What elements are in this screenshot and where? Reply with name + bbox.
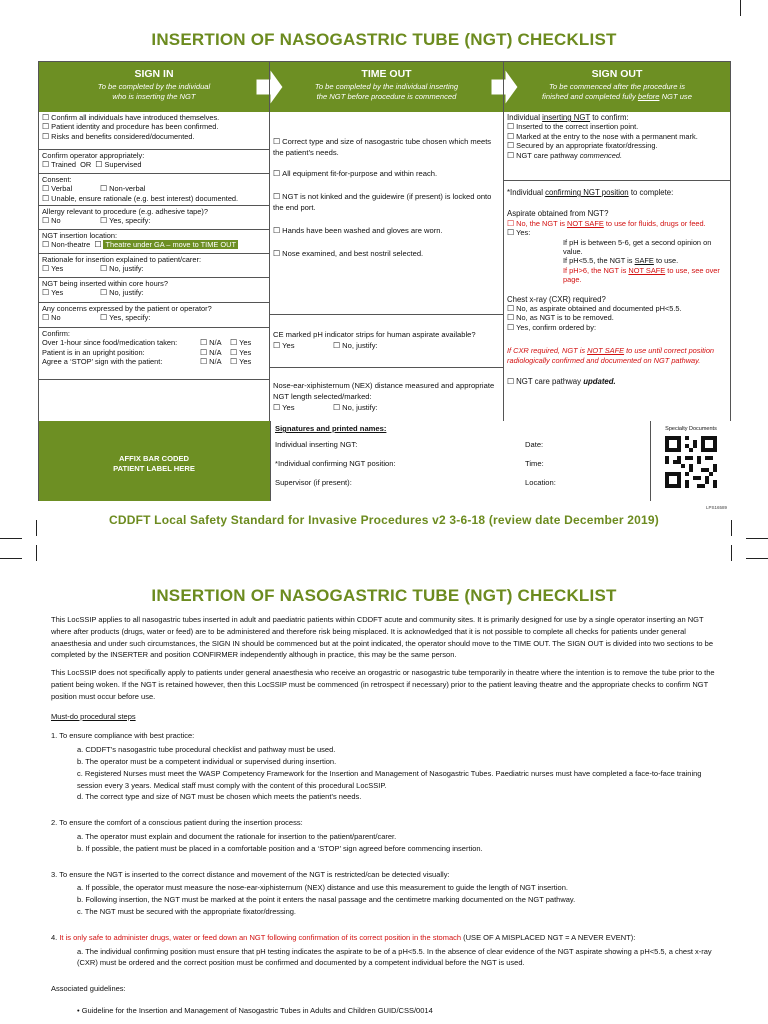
location-row bbox=[39, 230, 269, 254]
step-heading: 3. To ensure the NGT is inserted to the correct distance and movement of the NGT is restricted/can be detected visually: bbox=[51, 869, 450, 879]
checkbox-pathway[interactable]: ☐ NGT care pathway bbox=[507, 151, 578, 160]
page-title: INSERTION OF NASOGASTRIC TUBE (NGT) CHECKLIST bbox=[151, 30, 617, 49]
time-out-checks bbox=[270, 112, 503, 315]
sign-in-column bbox=[39, 112, 269, 380]
checkbox-na[interactable]: ☐ N/A bbox=[200, 357, 230, 366]
step-item: a. If possible, the operator must measure the nose-ear-xiphisternum (NEX) distance and use this measurement to guide the length of NGT insertion. bbox=[77, 883, 568, 893]
aspirate-no-tail: to use for fluids, drugs or feed. bbox=[605, 218, 706, 228]
arrow-right-icon bbox=[256, 67, 284, 107]
checkbox-risks[interactable]: ☐ Risks and benefits considered/documented. bbox=[42, 132, 266, 141]
signature-line bbox=[275, 440, 646, 449]
checkbox-secured[interactable]: ☐ Secured by an appropriate fixator/dressing. bbox=[507, 141, 727, 150]
checkbox-cxr-no-aspirate[interactable]: ☐ No, as aspirate obtained and documented pH<5.5. bbox=[507, 304, 727, 313]
sign-in-checks bbox=[39, 112, 269, 150]
page-two-title: INSERTION OF NASOGASTRIC TUBE (NGT) CHECKLIST bbox=[151, 586, 617, 605]
inserter-label-part: to confirm: bbox=[592, 113, 629, 122]
ph-rule-part: If pH<5.5, the NGT is bbox=[563, 256, 633, 266]
step-heading: 1. To ensure compliance with best practice: bbox=[51, 731, 195, 741]
associated-item: • Guideline for the Insertion and Management of Nasogastric Tubes in Adults and Children GUID/CSS/0014 bbox=[77, 1005, 433, 1015]
step-heading bbox=[51, 932, 721, 944]
checkbox-concerns-no[interactable]: ☐ No bbox=[42, 313, 100, 322]
consent-row bbox=[39, 174, 269, 206]
confirm-stop: Agree a ‘STOP’ sign with the patient: bbox=[42, 357, 163, 367]
step-item: a. The individual confirming position must ensure that pH testing indicates the aspirate to be of a pH<5.5. In the absence of clear evidence of the NGT aspirate showing a pH<5.5, a chest x-ray (CXR) must be ordered and the correct position must be confirmed and documented by a competent individual before the NGT is used. bbox=[77, 946, 712, 968]
core-hours-options bbox=[42, 288, 266, 297]
time-out-sub-line: the NGT before procedure is commenced bbox=[316, 92, 457, 101]
sign-out-column bbox=[504, 112, 730, 421]
theatre-label: Theatre under GA – move to TIME OUT bbox=[105, 240, 236, 250]
checkbox-non-theatre[interactable]: ☐ Non-theatre bbox=[42, 240, 90, 249]
crop-mark bbox=[731, 545, 732, 561]
consent-label: Consent: bbox=[42, 175, 72, 184]
never-event-warning: It is only safe to administer drugs, water or feed down an NGT following confirmation of its correct position in the stomach bbox=[59, 932, 462, 942]
checklist-table bbox=[38, 61, 731, 501]
confirm-line bbox=[42, 348, 266, 357]
patient-label-area bbox=[39, 454, 269, 474]
inserter-label-part: inserting NGT bbox=[542, 113, 591, 122]
checkbox-verbal[interactable]: ☐ Verbal bbox=[42, 184, 100, 193]
specialty-label: Specialty Documents bbox=[665, 426, 717, 432]
signature-box bbox=[270, 421, 650, 501]
step-item: c. Registered Nurses must meet the WASP Competency Framework for the Insertion and Management of Nasogastric Tubes. Paediatric nurses must have completed a face-to-face training session every 3 years. Medical staff must comply with the content of this procedural LocSSIP. bbox=[77, 768, 702, 790]
checkbox-guidewire[interactable]: ☐ NGT is not kinked and the guidewire (if present) is locked onto the end port. bbox=[273, 191, 500, 213]
operator-label: Confirm operator appropriately: bbox=[42, 151, 145, 160]
checkbox-marked[interactable]: ☐ Marked at the entry to the nose with a permanent mark. bbox=[507, 132, 727, 141]
concerns-options bbox=[42, 313, 266, 322]
sign-out-header bbox=[504, 62, 730, 112]
rationale-label: Rationale for insertion explained to patient/carer: bbox=[42, 255, 201, 264]
signature-label: *Individual confirming NGT position: bbox=[275, 459, 396, 468]
checkbox-yes[interactable]: ☐ Yes bbox=[230, 357, 251, 366]
checkbox-aspirate-no[interactable]: ☐ No, the NGT is bbox=[507, 219, 565, 228]
nex-options bbox=[273, 402, 500, 413]
sign-out-sub-line: To be commenced after the procedure is bbox=[548, 82, 686, 91]
sign-out-sub-before: before bbox=[637, 92, 660, 101]
never-event-note: (USE OF A MISPLACED NGT = A NEVER EVENT): bbox=[461, 932, 636, 942]
checkbox-insertion-point[interactable]: ☐ Inserted to the correct insertion point. bbox=[507, 122, 727, 131]
checkbox-pathway-updated[interactable]: ☐ NGT care pathway bbox=[507, 377, 581, 386]
signature-line bbox=[275, 478, 646, 487]
allergy-label: Allergy relevant to procedure (e.g. adhesive tape)? bbox=[42, 207, 208, 216]
affix-line: PATIENT LABEL HERE bbox=[113, 464, 195, 473]
checkbox-allergy-yes[interactable]: ☐ Yes, specify: bbox=[100, 216, 150, 225]
confirmer-label-part: confirming NGT position bbox=[545, 188, 629, 197]
sign-out-heading: SIGN OUT bbox=[591, 68, 643, 80]
checkbox-nex-no[interactable]: ☐ No, justify: bbox=[333, 403, 378, 412]
inserter-label-part: Individual bbox=[507, 113, 540, 122]
not-safe-label: NOT SAFE bbox=[587, 346, 625, 356]
checkbox-nonverbal[interactable]: ☐ Non-verbal bbox=[100, 184, 145, 193]
signature-label: Supervisor (if present): bbox=[275, 478, 352, 487]
checkbox-aspirate-yes[interactable]: ☐ Yes: bbox=[507, 228, 727, 237]
crop-mark bbox=[0, 558, 22, 559]
confirm-line bbox=[42, 357, 266, 366]
step-item: b. If possible, the patient must be placed in a comfortable position and a ‘STOP’ sign agreed before commencing insertion. bbox=[77, 843, 483, 853]
checkbox-ph-no[interactable]: ☐ No, justify: bbox=[333, 341, 378, 350]
updated-label: updated. bbox=[583, 377, 616, 387]
ph-rule-part: If pH>6, the NGT is bbox=[563, 265, 627, 275]
checkbox-identity[interactable]: ☐ Patient identity and procedure has been confirmed. bbox=[42, 122, 266, 131]
rationale-row bbox=[39, 254, 269, 278]
sign-in-sub bbox=[39, 82, 269, 102]
pathway-updated-line bbox=[507, 377, 727, 386]
concerns-label: Any concerns expressed by the patient or operator? bbox=[42, 304, 212, 313]
cxr-warning-part: If CXR required, NGT is bbox=[507, 346, 586, 356]
confirmer-label-part: *Individual bbox=[507, 188, 543, 197]
date-label: Date: bbox=[525, 440, 544, 449]
aspirate-no-line bbox=[507, 219, 727, 228]
checkbox-trained[interactable]: ☐ Trained bbox=[42, 160, 76, 169]
location-label: Location: bbox=[525, 478, 556, 487]
ph-strips-row bbox=[270, 315, 503, 368]
checkbox-allergy-no[interactable]: ☐ No bbox=[42, 216, 100, 225]
ph-rule-part: to use, see over page. bbox=[563, 265, 720, 285]
checkbox-rationale-no[interactable]: ☐ No, justify: bbox=[100, 264, 144, 273]
operator-options bbox=[42, 160, 266, 169]
checkbox-core-yes[interactable]: ☐ Yes bbox=[42, 288, 100, 297]
qr-code-icon bbox=[665, 436, 717, 488]
location-options bbox=[42, 240, 266, 249]
step-heading: 2. To ensure the comfort of a conscious patient during the insertion process: bbox=[51, 818, 303, 828]
not-safe-label: NOT SAFE bbox=[566, 218, 604, 228]
consent-options bbox=[42, 184, 266, 193]
checkbox-na[interactable]: ☐ N/A bbox=[200, 348, 230, 357]
step-item: c. The NGT must be secured with the appropriate fixator/dressing. bbox=[77, 906, 296, 916]
ph-rule-part: to use. bbox=[655, 256, 679, 266]
commenced-label: commenced. bbox=[579, 150, 623, 160]
crop-mark bbox=[746, 538, 768, 539]
must-do-heading: Must-do procedural steps bbox=[51, 711, 136, 721]
associated-heading: Associated guidelines: bbox=[51, 984, 126, 994]
time-out-column bbox=[270, 112, 503, 421]
guidance-text bbox=[51, 614, 721, 1017]
concerns-row bbox=[39, 303, 269, 328]
core-hours-row bbox=[39, 278, 269, 303]
time-out-header bbox=[270, 62, 503, 112]
signature-title: Signatures and printed names: bbox=[275, 424, 387, 433]
sign-out-sub-line: NGT use bbox=[661, 92, 692, 101]
confirmer-label-part: to complete: bbox=[630, 188, 674, 197]
time-label: Time: bbox=[525, 459, 544, 468]
or-label: OR bbox=[80, 160, 92, 170]
checkbox-tube-type[interactable]: ☐ Correct type and size of nasogastric tube chosen which meets the patient’s needs. bbox=[273, 136, 500, 158]
checkbox-rationale-yes[interactable]: ☐ Yes bbox=[42, 264, 100, 273]
crop-mark bbox=[746, 558, 768, 559]
sign-in-header bbox=[39, 62, 269, 112]
pathway-line bbox=[507, 151, 727, 160]
step-item: a. The operator must explain and document the rationale for insertion to the patient/parent/carer. bbox=[77, 831, 397, 841]
sign-out-sub-line: finished and completed fully bbox=[542, 92, 636, 101]
sign-in-heading: SIGN IN bbox=[134, 68, 174, 80]
cxr-label: Chest x-ray (CXR) required? bbox=[507, 294, 606, 304]
sign-in-sub-line: who is inserting the NGT bbox=[112, 92, 196, 101]
nex-label: Nose-ear-xiphisternum (NEX) distance measured and appropriate NGT length selected/marked: bbox=[273, 381, 495, 401]
ph-rule bbox=[507, 256, 727, 265]
crop-mark bbox=[740, 0, 741, 16]
confirm-food: Over 1-hour since food/medication taken: bbox=[42, 338, 178, 348]
nex-row bbox=[270, 368, 503, 421]
confirm-line bbox=[42, 338, 266, 347]
ph-strips-options bbox=[273, 340, 500, 351]
sign-in-sub-line: To be completed by the individual bbox=[97, 82, 211, 91]
rationale-options bbox=[42, 264, 266, 273]
ph-strips-label: CE marked pH indicator strips for human aspirate available? bbox=[273, 330, 476, 339]
checkbox-na[interactable]: ☐ N/A bbox=[200, 338, 230, 347]
crop-mark bbox=[36, 545, 37, 561]
confirm-label: Confirm: bbox=[42, 329, 70, 338]
confirmer-label bbox=[507, 188, 727, 197]
inserter-checks bbox=[504, 112, 730, 181]
checkbox-yes[interactable]: ☐ Yes bbox=[230, 338, 251, 347]
signature-label: Individual inserting NGT: bbox=[275, 440, 358, 449]
step-item: b. Following insertion, the NGT must be marked at the point it enters the nasal passage and the centimetre marking documented on the NGT pathway. bbox=[77, 895, 576, 905]
time-out-sub bbox=[270, 82, 503, 102]
checkbox-hands[interactable]: ☐ Hands have been washed and gloves are worn. bbox=[273, 225, 500, 236]
signature-line bbox=[275, 459, 646, 468]
checkbox-cxr-yes[interactable]: ☐ Yes, confirm ordered by: bbox=[507, 323, 727, 332]
step-number: 4. bbox=[51, 932, 60, 942]
operator-row bbox=[39, 150, 269, 174]
step-item: b. The operator must be a competent individual or supervised during insertion. bbox=[77, 756, 337, 766]
ph-rule bbox=[507, 266, 727, 285]
standard-line: CDDFT Local Safety Standard for Invasive Procedures v2 3-6-18 (review date December 2019) bbox=[108, 513, 659, 527]
location-label: NGT insertion location: bbox=[42, 231, 118, 240]
intro-paragraph: This LocSSIP applies to all nasogastric tubes inserted in adult and paediatric patients within CDDFT acute and community sites. It is primarily designed for use by a single operator inserting an NGT where after products (drugs, water or feed) are to be administered and therefore risk being misplaced. It is acknowledged that it is not possible to complete all checks for patients under general anaesthesia and under such circumstances, the SIGN IN should be commenced but at the point indicated, the operator should move to the TIME OUT. The SIGN OUT is divided into two sections to be completed by the INSERTER and position CONFIRMER independently although in practice, this may be the same person. bbox=[51, 615, 714, 660]
theatre-paragraph: This LocSSIP does not specifically apply to patients under general anaesthesia who receive an orogastric or nasogastric tube temporarily in theatre where the intention is to remove the tube prior to the patient being woken. If the NGT is retained however, then this LocSSIP must be commenced (in retrospect if necessary) prior to the patient leaving theatre and the appropriate checks to confirm NGT position must occur before use. bbox=[51, 668, 715, 701]
time-out-sub-line: To be completed by the individual inserting bbox=[314, 82, 459, 91]
crop-mark bbox=[0, 538, 22, 539]
checkbox-core-no[interactable]: ☐ No, justify: bbox=[100, 288, 144, 297]
sign-out-sub bbox=[504, 82, 730, 102]
confirmer-section bbox=[504, 181, 730, 421]
checkbox-nex-yes[interactable]: ☐ Yes bbox=[273, 402, 333, 413]
step-item: d. The correct type and size of NGT must be chosen which meets the patient’s needs. bbox=[77, 792, 362, 802]
checkbox-nose[interactable]: ☐ Nose examined, and best nostril selected. bbox=[273, 248, 500, 259]
allergy-row bbox=[39, 206, 269, 230]
step-item: a. CDDFT’s nasogastric tube procedural checklist and pathway must be used. bbox=[77, 745, 336, 755]
aspirate-label: Aspirate obtained from NGT? bbox=[507, 209, 609, 219]
core-hours-label: NGT being inserted within core hours? bbox=[42, 279, 168, 288]
not-safe-label: NOT SAFE bbox=[628, 265, 666, 275]
checkbox-introduced[interactable]: ☐ Confirm all individuals have introduced themselves. bbox=[42, 113, 266, 122]
cxr-warning-part: to use until correct position radiologically confirmed and documented on NGT pathway. bbox=[507, 346, 715, 365]
time-out-heading: TIME OUT bbox=[361, 68, 412, 80]
allergy-options bbox=[42, 216, 266, 225]
cxr-warning bbox=[507, 346, 727, 365]
safe-label: SAFE bbox=[634, 256, 654, 266]
ph-rule: If pH is between 5-6, get a second opinion on value. bbox=[563, 237, 712, 257]
checkbox-cxr-removed[interactable]: ☐ No, as NGT is to be removed. bbox=[507, 313, 727, 322]
arrow-right-icon bbox=[491, 67, 519, 107]
checkbox-yes[interactable]: ☐ Yes bbox=[230, 348, 251, 357]
checkbox-ph-yes[interactable]: ☐ Yes bbox=[273, 340, 333, 351]
checkbox-unable[interactable]: ☐ Unable, ensure rationale (e.g. best interest) documented. bbox=[42, 194, 266, 203]
confirm-row bbox=[39, 328, 269, 380]
confirm-upright: Patient is in an upright position: bbox=[42, 347, 145, 357]
checkbox-supervised[interactable]: ☐ Supervised bbox=[95, 160, 141, 169]
qr-box bbox=[650, 421, 731, 501]
checkbox-equipment[interactable]: ☐ All equipment fit-for-purpose and within reach. bbox=[273, 168, 500, 179]
checkbox-concerns-yes[interactable]: ☐ Yes, specify: bbox=[100, 313, 150, 322]
inserter-label bbox=[507, 113, 727, 122]
affix-line: AFFIX BAR CODED bbox=[118, 454, 190, 463]
document-code: LPS16589 bbox=[706, 505, 728, 510]
